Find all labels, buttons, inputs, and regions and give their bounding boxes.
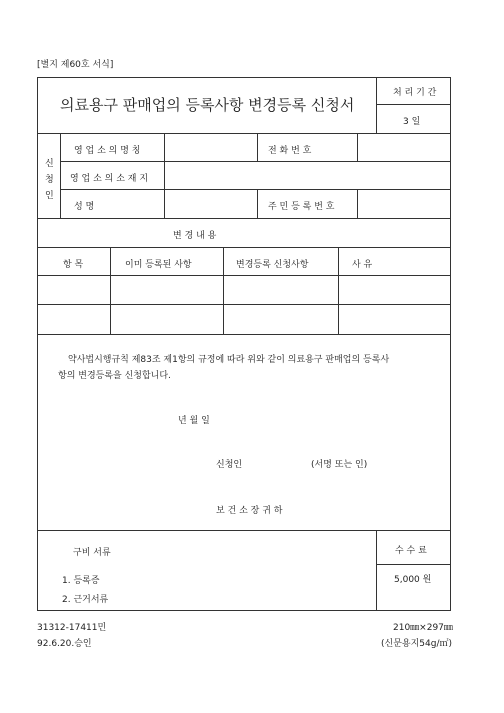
statement-line-2: 항의 변경등록을 신청합니다.: [58, 371, 171, 381]
date-label: 년 월 일: [178, 416, 210, 426]
signature-note: (서명 또는 인): [311, 460, 368, 470]
applicant-side-label-1: 신: [45, 159, 54, 169]
applicant-sign-label: 신청인: [216, 460, 243, 470]
fee-label: 수 수 료: [395, 546, 427, 556]
row1-requested-field[interactable]: [225, 277, 336, 302]
form-title: 의료용구 판매업의 등록사항 변경등록 신청서: [60, 96, 355, 114]
name-field[interactable]: [166, 191, 255, 216]
attachment-item-1: 1. 등록증: [62, 576, 100, 586]
phone-field[interactable]: [359, 135, 449, 159]
business-name-field[interactable]: [166, 135, 255, 159]
business-address-label: 영 업 소 의 소 재 지: [70, 174, 149, 184]
applicant-side-label-2: 청: [45, 175, 54, 185]
resident-number-label: 주 민 등 록 번 호: [268, 202, 335, 212]
paper-size: 210㎜×297㎜: [393, 623, 453, 633]
name-label: 성 명: [74, 202, 95, 212]
addressee: 보 건 소 장 귀 하: [216, 506, 283, 516]
statement-line-1: 약사법시행규칙 제83조 제1항의 규정에 따라 위와 같이 의료용구 판매업의 등록사: [68, 355, 390, 365]
row2-requested-field[interactable]: [225, 306, 336, 332]
row1-registered-field[interactable]: [112, 277, 221, 302]
phone-label: 전 화 번 호: [268, 146, 312, 156]
fee-value: 5,000 원: [394, 575, 432, 585]
column-item: 항 목: [63, 260, 84, 270]
resident-number-field[interactable]: [359, 191, 449, 216]
row1-item-field[interactable]: [39, 277, 108, 302]
form-code: 31312-17411민: [37, 623, 107, 633]
row2-registered-field[interactable]: [112, 306, 221, 332]
paper-type: (신문용지54g/㎡): [381, 639, 452, 649]
column-requested: 변경등록 신청사항: [236, 260, 309, 270]
column-registered: 이미 등록된 사항: [125, 260, 192, 270]
processing-period-value: 3 일: [403, 117, 421, 127]
row1-reason-field[interactable]: [340, 277, 449, 302]
change-contents-header: 변 경 내 용: [173, 231, 217, 241]
column-reason: 사 유: [352, 260, 373, 270]
row2-reason-field[interactable]: [340, 306, 449, 332]
form-number-tag: [별지 제60호 서식]: [37, 60, 114, 70]
business-address-field[interactable]: [166, 163, 449, 187]
approval-date: 92.6.20.승인: [37, 639, 92, 649]
processing-period-label: 처 리 기 간: [393, 88, 437, 98]
attachments-header: 구비 서류: [73, 548, 111, 558]
applicant-side-label-3: 인: [45, 191, 54, 201]
attachment-item-2: 2. 근거서류: [62, 595, 109, 605]
row2-item-field[interactable]: [39, 306, 108, 332]
business-name-label: 영 업 소 의 명 칭: [74, 146, 141, 156]
